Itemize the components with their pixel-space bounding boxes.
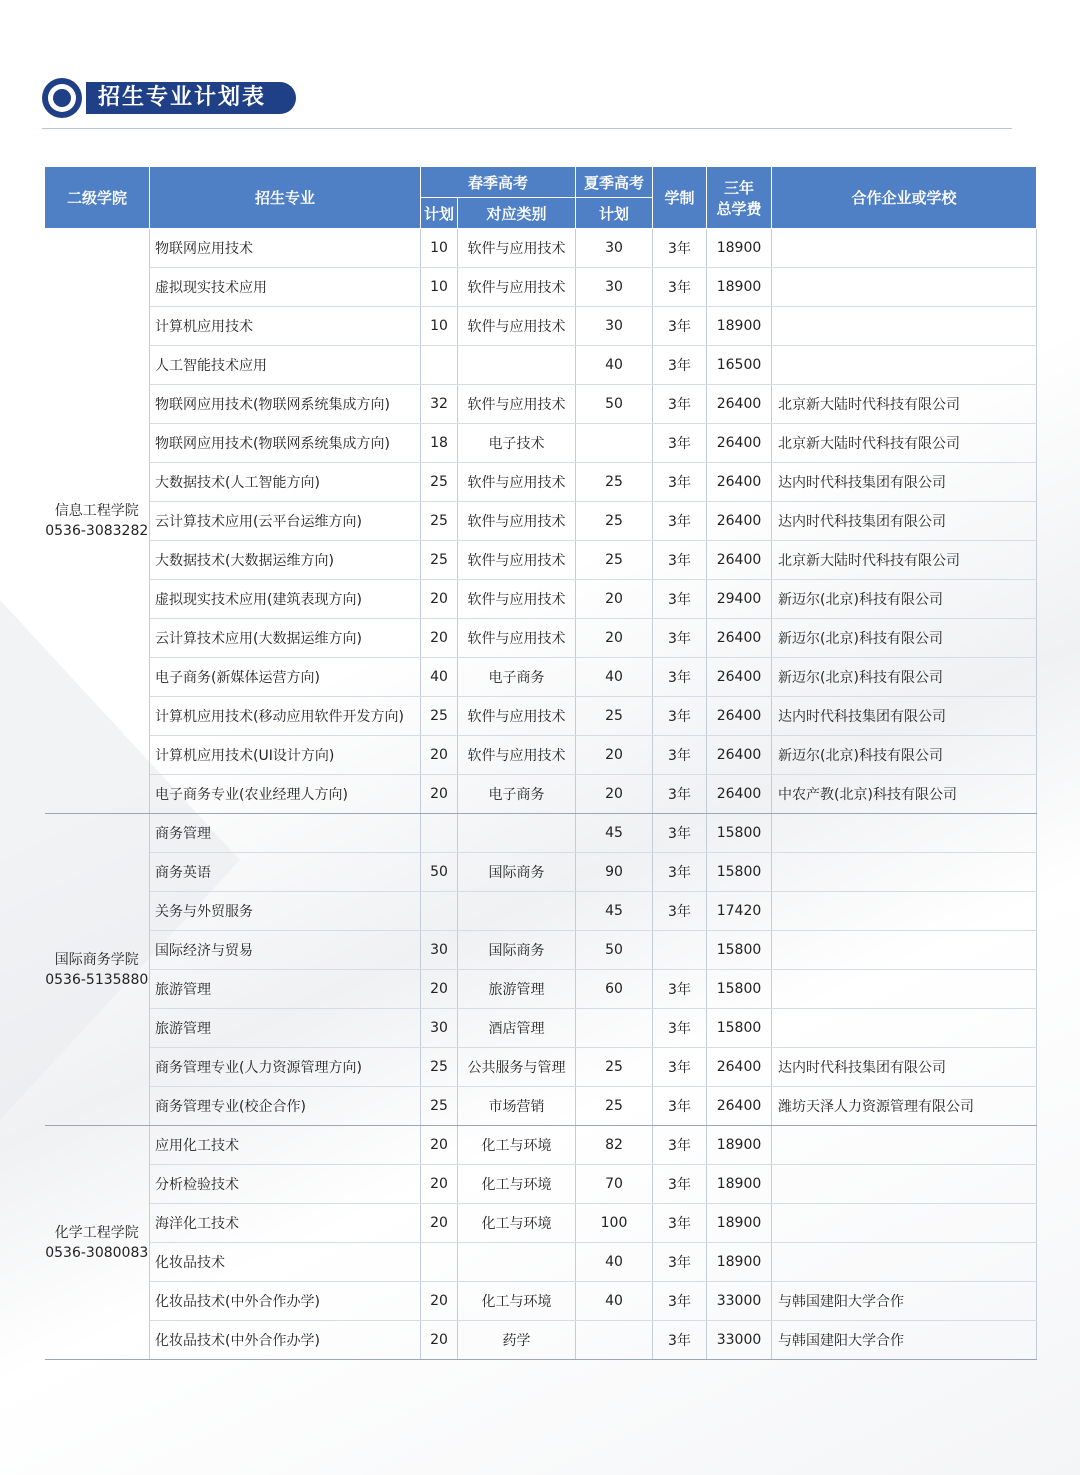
tuition-cell: 18900 (707, 1243, 772, 1282)
major-cell: 虚拟现实技术应用 (150, 268, 421, 307)
major-cell: 大数据技术(大数据运维方向) (150, 541, 421, 580)
summer-plan-cell (576, 1321, 653, 1360)
partner-cell: 新迈尔(北京)科技有限公司 (772, 736, 1037, 775)
partner-cell (772, 1009, 1037, 1048)
summer-plan-cell: 30 (576, 229, 653, 268)
table-row (45, 424, 1037, 463)
spring-category-cell (458, 814, 576, 853)
spring-plan-cell: 20 (421, 1165, 458, 1204)
spring-category-cell: 电子商务 (458, 775, 576, 814)
summer-plan-cell: 40 (576, 1282, 653, 1321)
table-row (45, 268, 1037, 307)
spring-plan-cell: 18 (421, 424, 458, 463)
years-cell: 3年 (653, 619, 707, 658)
tuition-cell: 15800 (707, 931, 772, 970)
spring-plan-cell (421, 892, 458, 931)
partner-cell (772, 892, 1037, 931)
tuition-cell: 18900 (707, 1165, 772, 1204)
header-spring-plan: 计划 (421, 198, 458, 229)
tuition-cell: 18900 (707, 1204, 772, 1243)
spring-category-cell: 化工与环境 (458, 1282, 576, 1321)
years-cell: 3年 (653, 502, 707, 541)
spring-plan-cell: 20 (421, 1321, 458, 1360)
tuition-cell: 26400 (707, 775, 772, 814)
spring-category-cell: 软件与应用技术 (458, 385, 576, 424)
table-row (45, 307, 1037, 346)
spring-plan-cell: 25 (421, 1048, 458, 1087)
years-cell: 3年 (653, 1282, 707, 1321)
college-phone: 0536-5135880 (45, 971, 149, 988)
table-row (45, 619, 1037, 658)
tuition-cell: 33000 (707, 1282, 772, 1321)
table-row (45, 1009, 1037, 1048)
spring-plan-cell: 30 (421, 1009, 458, 1048)
tuition-cell: 15800 (707, 853, 772, 892)
table-row (45, 1321, 1037, 1360)
table-row (45, 1048, 1037, 1087)
spring-category-cell: 软件与应用技术 (458, 697, 576, 736)
spring-plan-cell: 20 (421, 736, 458, 775)
header-summer-plan: 计划 (576, 198, 653, 229)
target-icon (42, 78, 82, 118)
partner-cell (772, 814, 1037, 853)
college-phone: 0536-3080083 (45, 1244, 149, 1261)
spring-category-cell: 软件与应用技术 (458, 580, 576, 619)
table-row (45, 580, 1037, 619)
spring-category-cell: 电子技术 (458, 424, 576, 463)
partner-cell (772, 229, 1037, 268)
partner-cell: 与韩国建阳大学合作 (772, 1321, 1037, 1360)
major-cell: 化妆品技术(中外合作办学) (150, 1321, 421, 1360)
spring-category-cell (458, 892, 576, 931)
major-cell: 关务与外贸服务 (150, 892, 421, 931)
table-row (45, 541, 1037, 580)
spring-category-cell: 电子商务 (458, 658, 576, 697)
spring-plan-cell: 20 (421, 1282, 458, 1321)
table-row (45, 1126, 1037, 1165)
college-cell (45, 229, 150, 814)
header-tuition-line2: 总学费 (716, 199, 762, 218)
summer-plan-cell: 50 (576, 385, 653, 424)
spring-category-cell: 软件与应用技术 (458, 541, 576, 580)
major-cell: 虚拟现实技术应用(建筑表现方向) (150, 580, 421, 619)
tuition-cell: 16500 (707, 346, 772, 385)
tuition-cell: 26400 (707, 385, 772, 424)
major-cell: 计算机应用技术 (150, 307, 421, 346)
spring-plan-cell: 20 (421, 970, 458, 1009)
college-name: 国际商务学院 (54, 951, 139, 968)
major-cell: 应用化工技术 (150, 1126, 421, 1165)
years-cell: 3年 (653, 1165, 707, 1204)
partner-cell: 新迈尔(北京)科技有限公司 (772, 658, 1037, 697)
college-name: 信息工程学院 (54, 503, 139, 519)
summer-plan-cell: 25 (576, 1048, 653, 1087)
years-cell: 3年 (653, 307, 707, 346)
partner-cell (772, 970, 1037, 1009)
spring-category-cell: 软件与应用技术 (458, 463, 576, 502)
spring-plan-cell: 20 (421, 580, 458, 619)
major-cell: 化妆品技术 (150, 1243, 421, 1282)
spring-plan-cell: 25 (421, 541, 458, 580)
spring-category-cell: 化工与环境 (458, 1165, 576, 1204)
years-cell: 3年 (653, 424, 707, 463)
summer-plan-cell: 25 (576, 1087, 653, 1126)
header-partner: 合作企业或学校 (772, 167, 1037, 229)
tuition-cell: 29400 (707, 580, 772, 619)
tuition-cell: 26400 (707, 697, 772, 736)
college-cell (45, 1126, 150, 1360)
summer-plan-cell: 20 (576, 580, 653, 619)
major-cell: 旅游管理 (150, 1009, 421, 1048)
tuition-cell: 26400 (707, 1087, 772, 1126)
spring-plan-cell: 10 (421, 229, 458, 268)
spring-category-cell: 市场营销 (458, 1087, 576, 1126)
tuition-cell: 26400 (707, 502, 772, 541)
tuition-cell: 17420 (707, 892, 772, 931)
table-row (45, 346, 1037, 385)
spring-category-cell: 软件与应用技术 (458, 619, 576, 658)
spring-plan-cell: 40 (421, 658, 458, 697)
spring-plan-cell (421, 346, 458, 385)
partner-cell (772, 1165, 1037, 1204)
spring-plan-cell: 10 (421, 268, 458, 307)
spring-plan-cell: 32 (421, 385, 458, 424)
tuition-cell: 18900 (707, 229, 772, 268)
summer-plan-cell: 70 (576, 1165, 653, 1204)
tuition-cell: 15800 (707, 1009, 772, 1048)
tuition-cell: 18900 (707, 1126, 772, 1165)
header-tuition (707, 167, 772, 229)
tuition-cell: 33000 (707, 1321, 772, 1360)
tuition-cell: 26400 (707, 463, 772, 502)
major-cell: 云计算技术应用(云平台运维方向) (150, 502, 421, 541)
tuition-cell: 26400 (707, 424, 772, 463)
enrollment-plan-table (44, 166, 1037, 1360)
years-cell: 3年 (653, 853, 707, 892)
major-cell: 商务管理 (150, 814, 421, 853)
spring-plan-cell: 25 (421, 697, 458, 736)
table-row (45, 697, 1037, 736)
partner-cell: 新迈尔(北京)科技有限公司 (772, 580, 1037, 619)
spring-category-cell: 药学 (458, 1321, 576, 1360)
tuition-cell: 15800 (707, 814, 772, 853)
summer-plan-cell: 60 (576, 970, 653, 1009)
summer-plan-cell: 100 (576, 1204, 653, 1243)
partner-cell: 达内时代科技集团有限公司 (772, 463, 1037, 502)
partner-cell (772, 1126, 1037, 1165)
tuition-cell: 26400 (707, 658, 772, 697)
spring-plan-cell: 10 (421, 307, 458, 346)
table-row (45, 658, 1037, 697)
major-cell: 计算机应用技术(UI设计方向) (150, 736, 421, 775)
years-cell: 3年 (653, 463, 707, 502)
spring-plan-cell: 50 (421, 853, 458, 892)
header-tuition-line1: 三年 (724, 178, 755, 197)
table-row (45, 853, 1037, 892)
spring-plan-cell: 20 (421, 619, 458, 658)
summer-plan-cell: 20 (576, 619, 653, 658)
summer-plan-cell: 40 (576, 658, 653, 697)
major-cell: 旅游管理 (150, 970, 421, 1009)
years-cell: 3年 (653, 1087, 707, 1126)
table-row (45, 463, 1037, 502)
table-row (45, 1282, 1037, 1321)
years-cell: 3年 (653, 385, 707, 424)
header-college: 二级学院 (45, 167, 150, 229)
table-row (45, 1204, 1037, 1243)
college-name: 化学工程学院 (54, 1224, 139, 1241)
partner-cell (772, 853, 1037, 892)
partner-cell: 与韩国建阳大学合作 (772, 1282, 1037, 1321)
years-cell: 3年 (653, 268, 707, 307)
tuition-cell: 15800 (707, 970, 772, 1009)
tuition-cell: 18900 (707, 268, 772, 307)
years-cell: 3年 (653, 697, 707, 736)
header-major: 招生专业 (150, 167, 421, 229)
spring-category-cell: 公共服务与管理 (458, 1048, 576, 1087)
years-cell: 3年 (653, 736, 707, 775)
years-cell: 3年 (653, 1243, 707, 1282)
years-cell: 3年 (653, 1009, 707, 1048)
table-row (45, 229, 1037, 268)
years-cell: 3年 (653, 1204, 707, 1243)
partner-cell: 北京新大陆时代科技有限公司 (772, 385, 1037, 424)
major-cell: 化妆品技术(中外合作办学) (150, 1282, 421, 1321)
header-spring-category: 对应类别 (458, 198, 576, 229)
table-row (45, 970, 1037, 1009)
table-row (45, 892, 1037, 931)
years-cell (653, 931, 707, 970)
tuition-cell: 26400 (707, 619, 772, 658)
summer-plan-cell: 50 (576, 931, 653, 970)
summer-plan-cell: 40 (576, 346, 653, 385)
major-cell: 国际经济与贸易 (150, 931, 421, 970)
years-cell: 3年 (653, 814, 707, 853)
partner-cell: 达内时代科技集团有限公司 (772, 697, 1037, 736)
summer-plan-cell: 25 (576, 541, 653, 580)
spring-plan-cell: 25 (421, 502, 458, 541)
table-row (45, 814, 1037, 853)
table-row (45, 736, 1037, 775)
summer-plan-cell (576, 1009, 653, 1048)
major-cell: 电子商务(新媒体运营方向) (150, 658, 421, 697)
page-title: 招生专业计划表 (86, 82, 296, 114)
years-cell: 3年 (653, 658, 707, 697)
major-cell: 分析检验技术 (150, 1165, 421, 1204)
tuition-cell: 26400 (707, 541, 772, 580)
header-years: 学制 (653, 167, 707, 229)
years-cell: 3年 (653, 229, 707, 268)
major-cell: 物联网应用技术(物联网系统集成方向) (150, 385, 421, 424)
table-row (45, 502, 1037, 541)
spring-category-cell: 软件与应用技术 (458, 736, 576, 775)
major-cell: 计算机应用技术(移动应用软件开发方向) (150, 697, 421, 736)
years-cell: 3年 (653, 970, 707, 1009)
spring-plan-cell: 30 (421, 931, 458, 970)
partner-cell (772, 1243, 1037, 1282)
major-cell: 云计算技术应用(大数据运维方向) (150, 619, 421, 658)
summer-plan-cell: 20 (576, 736, 653, 775)
summer-plan-cell (576, 424, 653, 463)
spring-category-cell: 酒店管理 (458, 1009, 576, 1048)
spring-category-cell: 软件与应用技术 (458, 307, 576, 346)
spring-category-cell: 软件与应用技术 (458, 268, 576, 307)
spring-plan-cell (421, 814, 458, 853)
header-summer: 夏季高考 (576, 167, 653, 198)
summer-plan-cell: 25 (576, 463, 653, 502)
partner-cell: 中农产教(北京)科技有限公司 (772, 775, 1037, 814)
table-row (45, 931, 1037, 970)
spring-category-cell (458, 1243, 576, 1282)
major-cell: 大数据技术(人工智能方向) (150, 463, 421, 502)
major-cell: 物联网应用技术 (150, 229, 421, 268)
partner-cell: 北京新大陆时代科技有限公司 (772, 541, 1037, 580)
tuition-cell: 26400 (707, 1048, 772, 1087)
summer-plan-cell: 45 (576, 814, 653, 853)
tuition-cell: 18900 (707, 307, 772, 346)
header-divider (42, 128, 1012, 129)
major-cell: 商务管理专业(人力资源管理方向) (150, 1048, 421, 1087)
major-cell: 海洋化工技术 (150, 1204, 421, 1243)
years-cell: 3年 (653, 1048, 707, 1087)
partner-cell: 达内时代科技集团有限公司 (772, 1048, 1037, 1087)
years-cell: 3年 (653, 892, 707, 931)
spring-category-cell: 软件与应用技术 (458, 502, 576, 541)
major-cell: 电子商务专业(农业经理人方向) (150, 775, 421, 814)
spring-category-cell: 国际商务 (458, 853, 576, 892)
partner-cell: 达内时代科技集团有限公司 (772, 502, 1037, 541)
spring-plan-cell: 20 (421, 1204, 458, 1243)
spring-category-cell: 软件与应用技术 (458, 229, 576, 268)
summer-plan-cell: 25 (576, 502, 653, 541)
summer-plan-cell: 90 (576, 853, 653, 892)
summer-plan-cell: 82 (576, 1126, 653, 1165)
spring-category-cell: 化工与环境 (458, 1126, 576, 1165)
summer-plan-cell: 30 (576, 307, 653, 346)
spring-category-cell: 国际商务 (458, 931, 576, 970)
spring-category-cell: 化工与环境 (458, 1204, 576, 1243)
major-cell: 商务管理专业(校企合作) (150, 1087, 421, 1126)
years-cell: 3年 (653, 1321, 707, 1360)
college-cell (45, 814, 150, 1126)
partner-cell: 北京新大陆时代科技有限公司 (772, 424, 1037, 463)
table-row (45, 1165, 1037, 1204)
college-phone: 0536-3083282 (45, 523, 149, 539)
table-row (45, 1087, 1037, 1126)
spring-plan-cell: 25 (421, 1087, 458, 1126)
years-cell: 3年 (653, 775, 707, 814)
spring-plan-cell: 20 (421, 775, 458, 814)
partner-cell (772, 346, 1037, 385)
major-cell: 商务英语 (150, 853, 421, 892)
summer-plan-cell: 40 (576, 1243, 653, 1282)
summer-plan-cell: 30 (576, 268, 653, 307)
table-body (45, 229, 1037, 1360)
partner-cell (772, 931, 1037, 970)
spring-plan-cell: 20 (421, 1126, 458, 1165)
major-cell: 物联网应用技术(物联网系统集成方向) (150, 424, 421, 463)
years-cell: 3年 (653, 541, 707, 580)
spring-plan-cell: 25 (421, 463, 458, 502)
years-cell: 3年 (653, 580, 707, 619)
section-header (42, 78, 302, 118)
spring-category-cell (458, 346, 576, 385)
table-row (45, 385, 1037, 424)
summer-plan-cell: 25 (576, 697, 653, 736)
tuition-cell: 26400 (707, 736, 772, 775)
partner-cell: 新迈尔(北京)科技有限公司 (772, 619, 1037, 658)
summer-plan-cell: 20 (576, 775, 653, 814)
major-cell: 人工智能技术应用 (150, 346, 421, 385)
partner-cell (772, 1204, 1037, 1243)
table-row (45, 1243, 1037, 1282)
partner-cell (772, 307, 1037, 346)
spring-plan-cell (421, 1243, 458, 1282)
years-cell: 3年 (653, 346, 707, 385)
table-row (45, 775, 1037, 814)
summer-plan-cell: 45 (576, 892, 653, 931)
spring-category-cell: 旅游管理 (458, 970, 576, 1009)
partner-cell: 潍坊天泽人力资源管理有限公司 (772, 1087, 1037, 1126)
partner-cell (772, 268, 1037, 307)
header-spring: 春季高考 (421, 167, 576, 198)
years-cell: 3年 (653, 1126, 707, 1165)
